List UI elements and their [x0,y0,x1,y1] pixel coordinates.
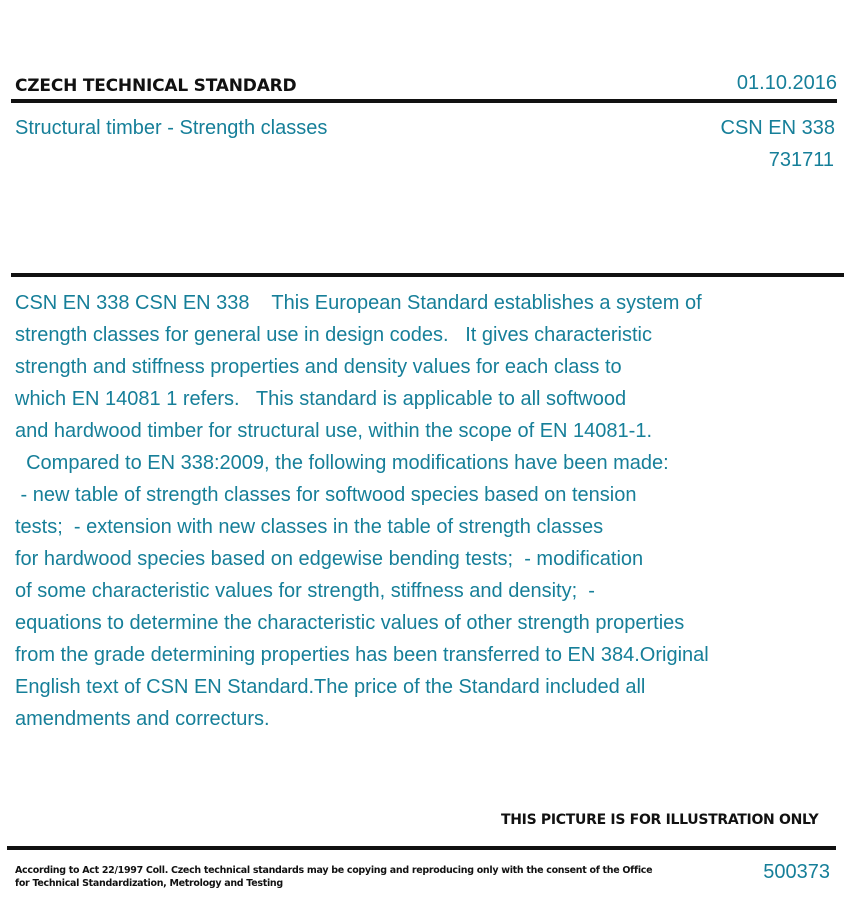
legal-notice-line: According to Act 22/1997 Coll. Czech technical standards may be copying and reproducing only with the consent of the Office [15,865,653,876]
footer-divider [7,846,836,850]
description-line: strength and stiffness properties and density values for each class to [15,356,622,378]
description-line: - new table of strength classes for softwood species based on tension [15,484,637,506]
description-line: CSN EN 338 CSN EN 338 This European Standard establishes a system of [15,292,702,314]
description-line: of some characteristic values for strength, stiffness and density; - [15,580,595,602]
description-line: tests; - extension with new classes in the table of strength classes [15,516,604,538]
description-line: and hardwood timber for structural use, within the scope of EN 14081-1. [15,420,653,442]
section-divider [11,273,844,277]
document-number: 500373 [763,861,830,883]
standard-description [15,287,815,735]
issue-date: 01.10.2016 [736,72,837,94]
header-divider [11,99,837,103]
description-line: which EN 14081 1 refers. This standard is applicable to all softwood [15,388,627,410]
standard-class-number: 731711 [768,149,834,171]
description-line: Compared to EN 338:2009, the following modifications have been made: [15,452,669,474]
illustration-disclaimer: THIS PICTURE IS FOR ILLUSTRATION ONLY [501,812,819,828]
description-line: strength classes for general use in design codes. It gives characteristic [15,324,652,346]
standard-code: CSN EN 338 [720,117,835,139]
description-line: English text of CSN EN Standard.The price of the Standard included all [15,676,646,698]
description-line: from the grade determining properties has been transferred to EN 384.Original [15,644,709,666]
description-line: equations to determine the characteristic values of other strength properties [15,612,685,634]
standard-subject: Structural timber - Strength classes [15,117,328,139]
legal-notice [15,864,652,890]
document-header-title: CZECH TECHNICAL STANDARD [15,76,297,96]
description-line: amendments and correcturs. [15,708,270,730]
description-line: for hardwood species based on edgewise bending tests; - modification [15,548,644,570]
legal-notice-line: for Technical Standardization, Metrology and Testing [15,878,283,889]
